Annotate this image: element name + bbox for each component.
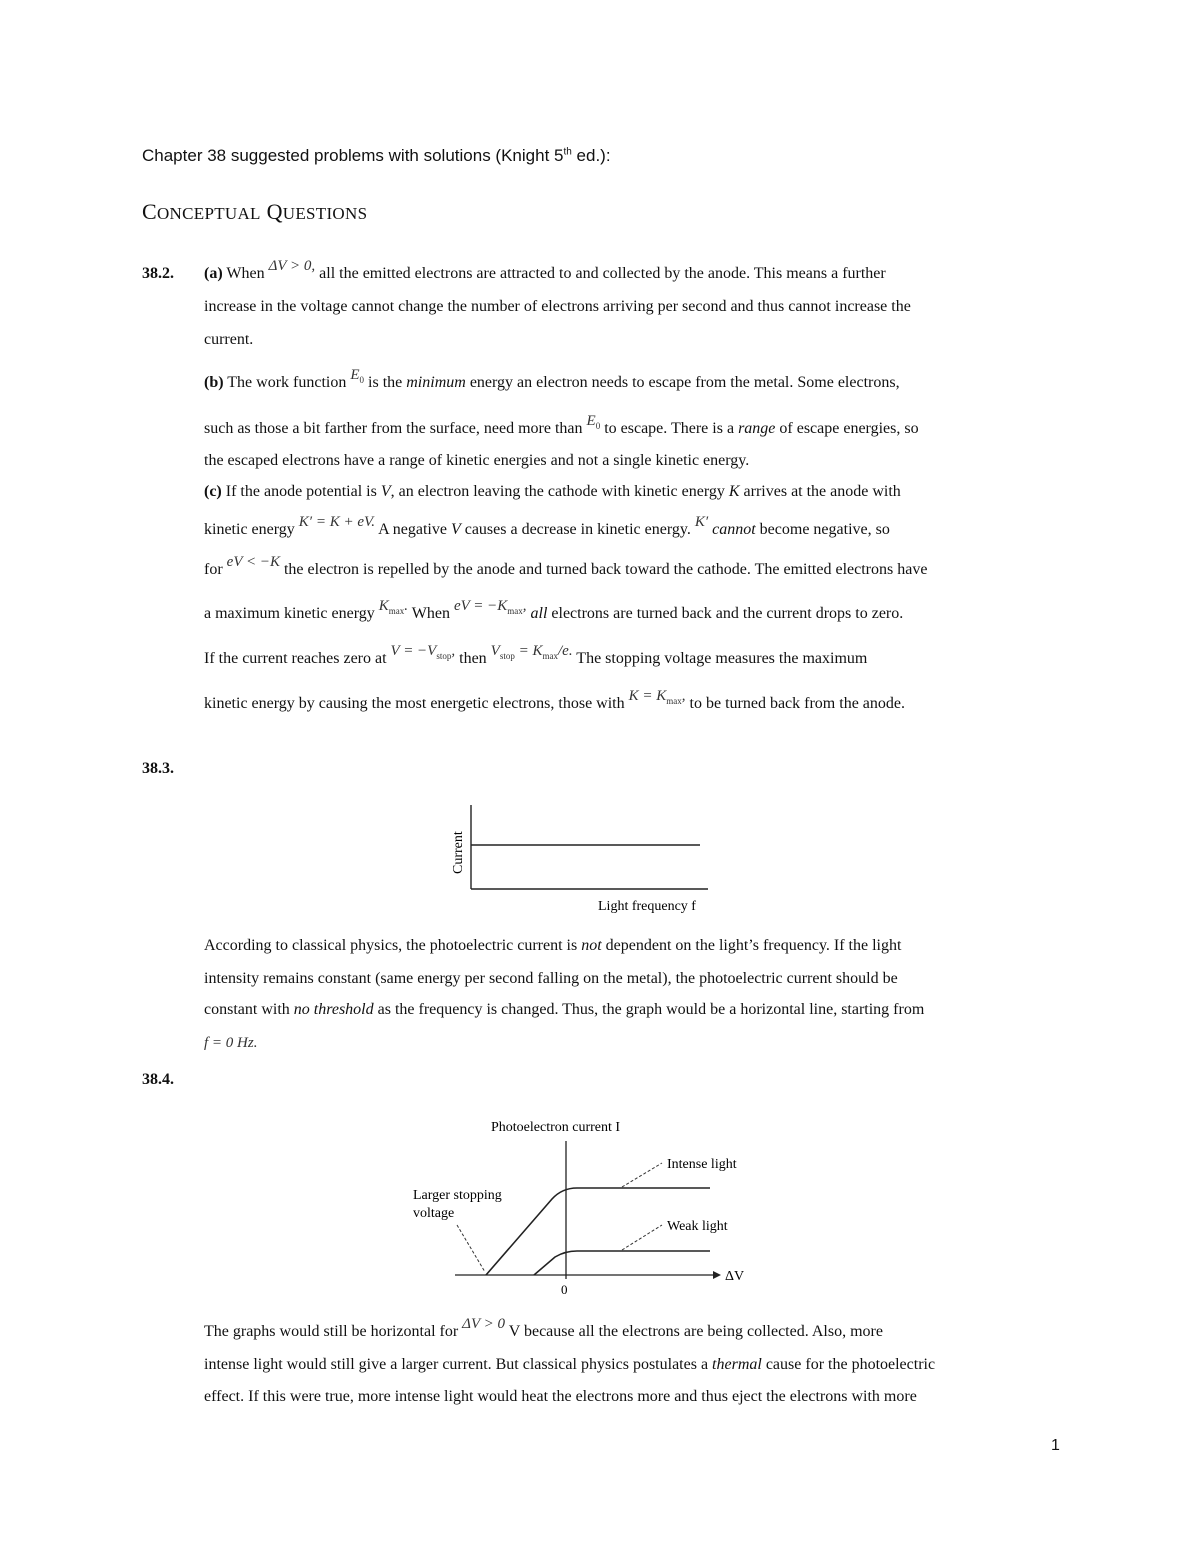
page-title: Chapter 38 suggested problems with solutions (Knight 5th ed.): [142,146,611,165]
y-axis-label: Current [451,831,466,874]
p382-c-line5: If the current reaches zero at $V = -V_{stop}$, then $V_{stop} = K_{max}/e$. The stopping voltage measures the maximum [204,643,868,667]
section-heading: CONCEPTUAL QUESTIONS [142,199,368,224]
p384-line1: The graphs would still be horizontal for ΔV > 0 V because all the electrons are being collected. Also, more [204,1316,883,1340]
p384-line3: effect. If this were true, more intense light would heat the electrons more and thus eject the electrons with more [204,1388,917,1405]
intense-light-label: Intense light [667,1157,737,1172]
figure-title: Photoelectron current I [491,1120,621,1135]
p382-b-line1: (b) The work function $E_0$ is the minimum energy an electron needs to escape from the metal. Some electrons, [204,367,900,391]
intense-label-leader [622,1163,662,1187]
x-axis-arrow [713,1271,721,1279]
p382-c-line3: for eV < −K the electron is repelled by the anode and turned back toward the cathode. The emitted electrons have [204,554,928,578]
p383-line1: According to classical physics, the photoelectric current is not dependent on the light’s frequency. If the light [204,937,902,954]
p383-line3: constant with no threshold as the frequency is changed. Thus, the graph would be a horizontal line, starting from [204,1001,925,1018]
weak-label-leader [622,1225,662,1250]
weak-light-curve [534,1251,710,1275]
larger-stopping-label-2: voltage [413,1206,455,1221]
p382-c-line6: kinetic energy by causing the most energetic electrons, those with $K = K_{max}$, to be turned back from the anode. [204,688,905,712]
p383-line4: f = 0 Hz. [204,1035,258,1051]
p382-a-line1: (a) When ΔV > 0, all the emitted electrons are attracted to and collected by the anode. This means a further [204,258,886,282]
p383-line2: intensity remains constant (same energy per second falling on the metal), the photoelectric current should be [204,970,898,987]
p382-b-line3: the escaped electrons have a range of kinetic energies and not a single kinetic energy. [204,452,750,469]
weak-light-label: Weak light [667,1219,728,1234]
delta-v-label: ΔV [725,1269,745,1284]
p382-c-line1: (c) If the anode potential is V, an electron leaving the cathode with kinetic energy K arrives at the anode with [204,483,901,500]
problem-number-38-3: 38.3. [142,760,174,777]
p382-a-line2: increase in the voltage cannot change the number of electrons arriving per second and thus cannot increase the [204,298,911,315]
page-number: 1 [1051,1437,1060,1454]
p382-b-line2: such as those a bit farther from the surface, need more than $E_0$ to escape. There is a range of escape energies, so [204,413,919,437]
p382-c-line2: kinetic energy K′ = K + eV. A negative V causes a decrease in kinetic energy. K′ cannot become negative, so [204,514,890,538]
origin-label: 0 [561,1282,568,1297]
current-vs-frequency-figure [440,800,730,920]
problem-number-38-2: 38.2. [142,265,174,282]
larger-stopping-label-1: Larger stopping [413,1188,502,1203]
p382-c-line4: a maximum kinetic energy $K_{max}$. When eV = $-K_{max}$, all electrons are turned back and the current drops to zero. [204,598,904,622]
p382-a-line3: current. [204,331,254,348]
stopping-label-leader [457,1225,485,1272]
x-axis-label: Light frequency f [598,899,696,914]
p384-line2: intense light would still give a larger current. But classical physics postulates a thermal cause for the photoelectric [204,1356,936,1373]
photoelectron-current-figure [405,1112,765,1302]
problem-number-38-4: 38.4. [142,1071,174,1088]
